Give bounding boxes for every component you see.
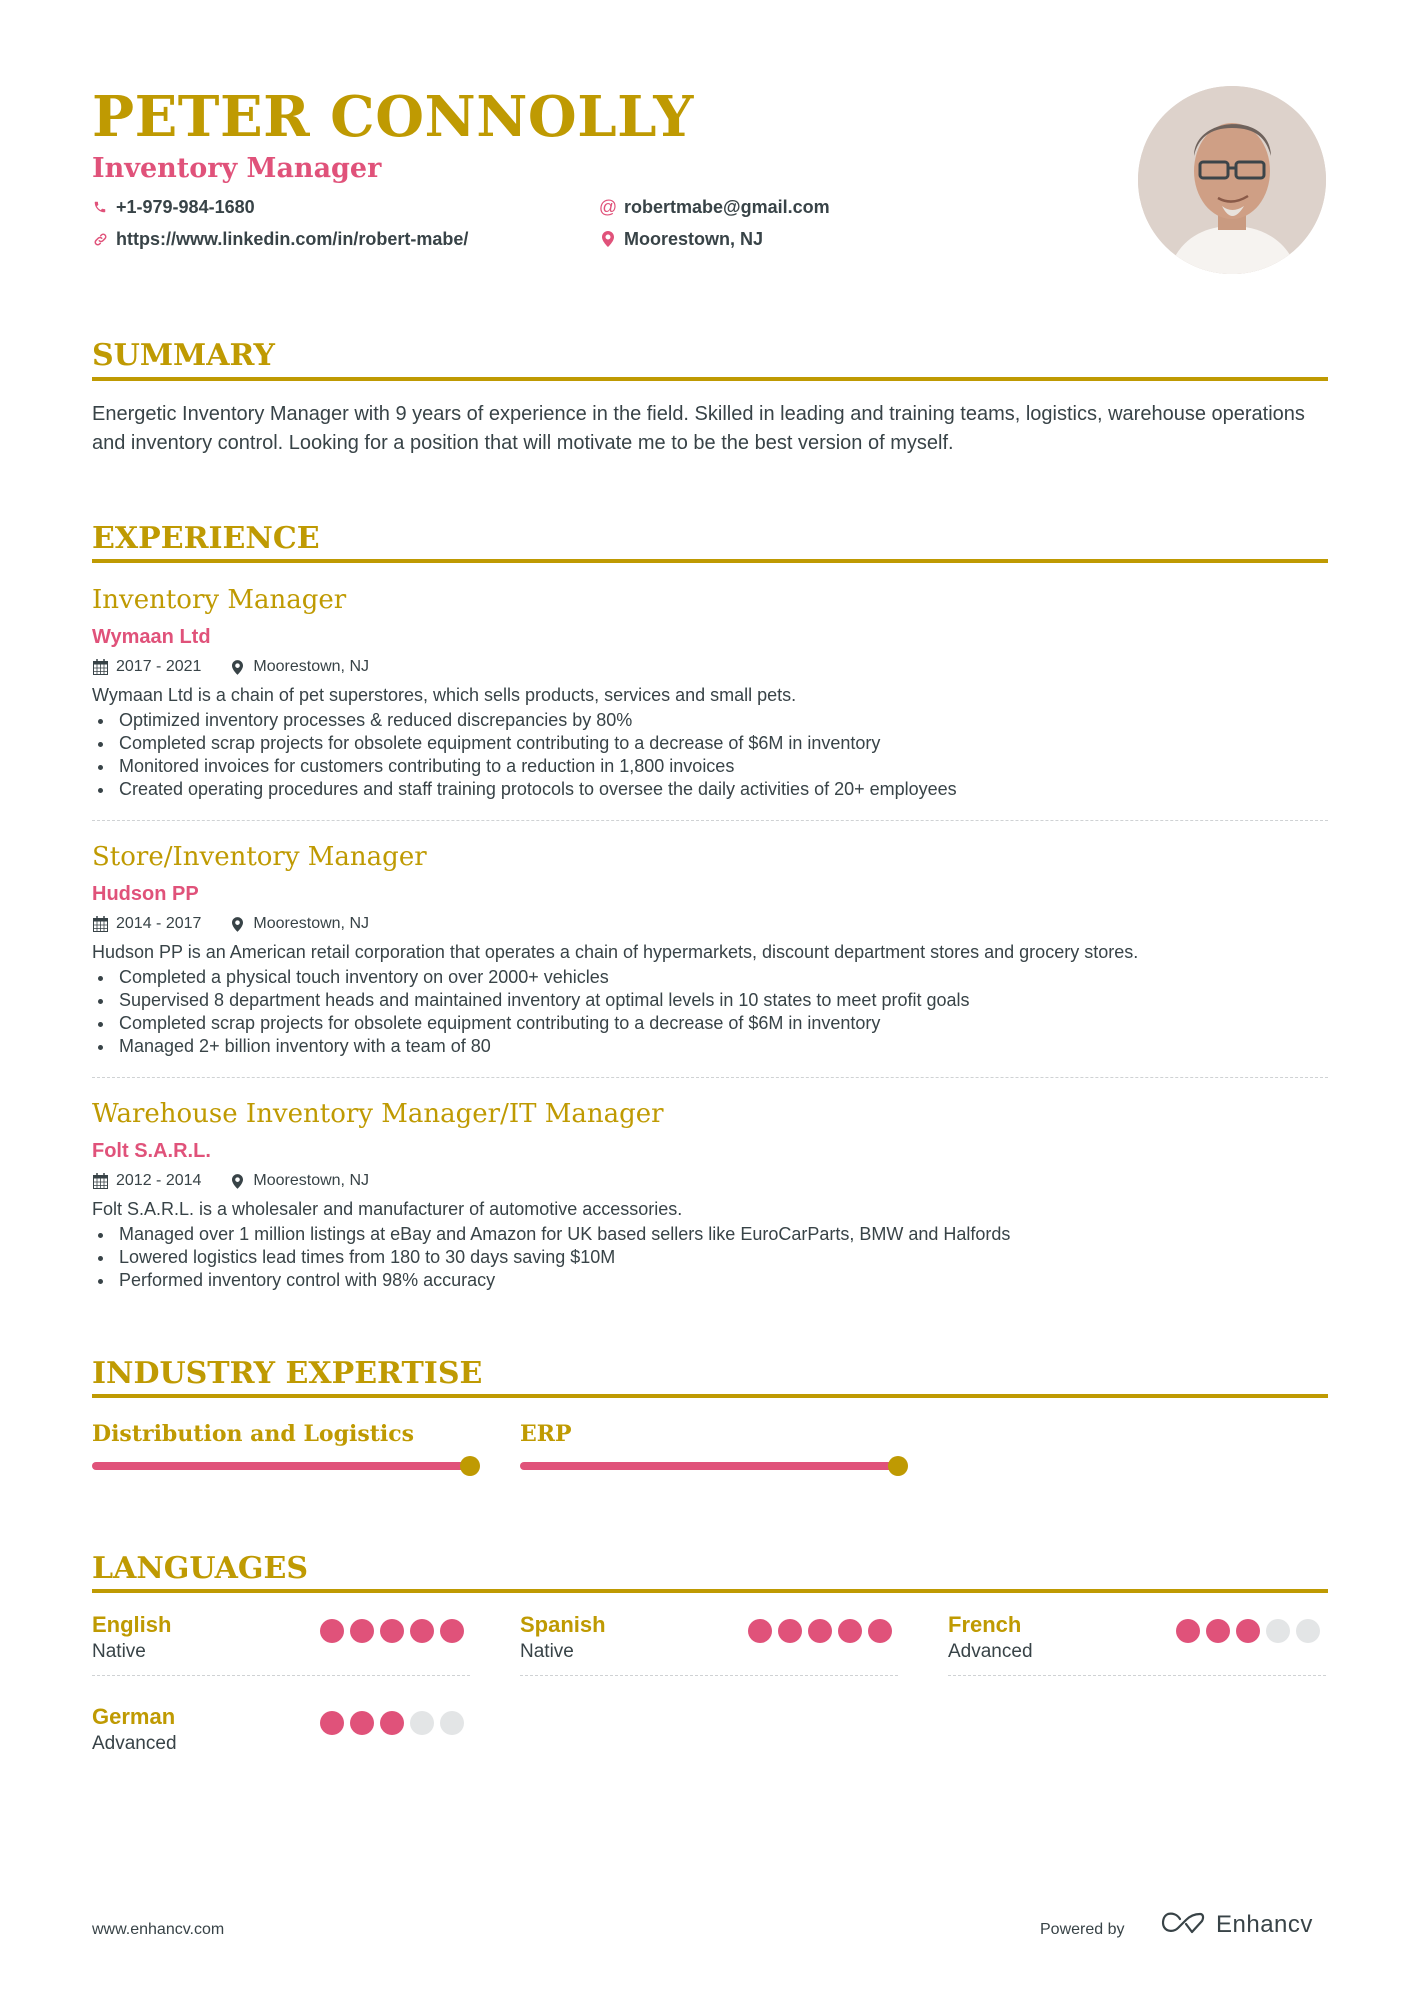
achievement-item: Supervised 8 department heads and maintained inventory at optimal levels in 10 states to meet profit goals <box>92 989 970 1012</box>
section-rule <box>92 1394 1328 1398</box>
summary-text: Energetic Inventory Manager with 9 years of experience in the field. Skilled in leading and training teams, logistics, warehouse operations and inventory control. Looking for a position that will motivate me to be the best version of myself. <box>92 403 1305 454</box>
section-title-summary: SUMMARY <box>92 338 275 373</box>
contact-phone[interactable] <box>92 195 255 219</box>
language-level: Native <box>92 1641 146 1662</box>
enhancv-logo[interactable] <box>1160 1910 1313 1940</box>
job-divider <box>92 1077 1328 1078</box>
rating-dot-filled <box>410 1619 434 1643</box>
rating-dot-filled <box>1236 1619 1260 1643</box>
section-rule <box>92 559 1328 563</box>
achievement-list <box>92 1223 1010 1292</box>
rating-dot-empty <box>410 1711 434 1735</box>
contact-linkedin[interactable] <box>92 227 468 251</box>
language-level: Advanced <box>92 1733 177 1754</box>
company-description: Wymaan Ltd is a chain of pet superstores, which sells products, services and small pets. <box>92 685 797 705</box>
rating-dot-filled <box>320 1711 344 1735</box>
candidate-name: PETER CONNOLLY <box>92 84 694 150</box>
expertise-label: Distribution and Logistics <box>92 1421 415 1447</box>
achievement-item: Managed over 1 million listings at eBay and Amazon for UK based sellers like EuroCarParts, BMW and Halfords <box>92 1223 1010 1246</box>
map-pin-icon <box>229 1172 245 1190</box>
achievement-item: Monitored invoices for customers contributing to a reduction in 1,800 invoices <box>92 755 957 778</box>
rating-dot-filled <box>440 1619 464 1643</box>
rating-dot-empty <box>1296 1619 1320 1643</box>
enhancv-logo-icon <box>1160 1911 1206 1940</box>
email-text: robertmabe@gmail.com <box>624 197 830 217</box>
achievement-item: Managed 2+ billion inventory with a team of 80 <box>92 1035 970 1058</box>
language-name: English <box>92 1612 172 1637</box>
calendar-icon <box>92 658 108 676</box>
expertise-label: ERP <box>520 1421 572 1447</box>
job-title: Store/Inventory Manager <box>92 842 427 872</box>
calendar-icon <box>92 915 108 933</box>
footer-powered-by: Powered by <box>1040 1921 1125 1938</box>
achievement-list <box>92 709 957 801</box>
rating-dot-filled <box>808 1619 832 1643</box>
achievement-item: Completed scrap projects for obsolete equipment contributing to a decrease of $6M in inventory <box>92 732 957 755</box>
job-title: Inventory Manager <box>92 585 347 615</box>
map-pin-icon <box>229 658 245 676</box>
language-rating <box>320 1711 464 1735</box>
expertise-bar-knob <box>460 1456 480 1476</box>
achievement-item: Lowered logistics lead times from 180 to 30 days saving $10M <box>92 1246 1010 1269</box>
language-name: Spanish <box>520 1612 606 1637</box>
link-icon <box>92 230 108 248</box>
enhancv-brand-text: Enhancv <box>1216 1911 1313 1938</box>
job-location: Moorestown, NJ <box>253 1172 369 1189</box>
job-meta <box>92 1170 369 1192</box>
phone-icon <box>92 198 108 216</box>
language-rating <box>748 1619 892 1643</box>
rating-dot-filled <box>1176 1619 1200 1643</box>
rating-dot-filled <box>350 1619 374 1643</box>
job-dates: 2012 - 2014 <box>116 1172 202 1189</box>
language-divider <box>948 1675 1326 1676</box>
phone-text: +1-979-984-1680 <box>116 197 255 217</box>
language-rating <box>1176 1619 1320 1643</box>
contact-email[interactable] <box>600 195 830 219</box>
expertise-bar <box>92 1462 470 1470</box>
section-rule <box>92 377 1328 381</box>
section-title-languages: LANGUAGES <box>92 1551 309 1586</box>
rating-dot-filled <box>1206 1619 1230 1643</box>
at-icon: @ <box>598 197 618 217</box>
linkedin-text: https://www.linkedin.com/in/robert-mabe/ <box>116 229 469 249</box>
rating-dot-filled <box>748 1619 772 1643</box>
candidate-role: Inventory Manager <box>92 153 382 184</box>
rating-dot-filled <box>838 1619 862 1643</box>
job-title: Warehouse Inventory Manager/IT Manager <box>92 1099 664 1129</box>
achievement-item: Optimized inventory processes & reduced discrepancies by 80% <box>92 709 957 732</box>
map-pin-icon <box>229 915 245 933</box>
section-rule <box>92 1589 1328 1593</box>
expertise-bar-knob <box>888 1456 908 1476</box>
achievement-item: Completed a physical touch inventory on over 2000+ vehicles <box>92 966 970 989</box>
rating-dot-empty <box>1266 1619 1290 1643</box>
achievement-list <box>92 966 970 1058</box>
rating-dot-empty <box>440 1711 464 1735</box>
achievement-item: Created operating procedures and staff training protocols to oversee the daily activities of 20+ employees <box>92 778 957 801</box>
company-description: Hudson PP is an American retail corporation that operates a chain of hypermarkets, discount department stores and grocery stores. <box>92 942 1139 962</box>
job-divider <box>92 820 1328 821</box>
company-name: Hudson PP <box>92 883 199 905</box>
company-name: Wymaan Ltd <box>92 626 211 648</box>
section-title-experience: EXPERIENCE <box>92 521 320 556</box>
language-level: Native <box>520 1641 574 1662</box>
language-rating <box>320 1619 464 1643</box>
achievement-item: Performed inventory control with 98% accuracy <box>92 1269 1010 1292</box>
achievement-item: Completed scrap projects for obsolete equipment contributing to a decrease of $6M in inventory <box>92 1012 970 1035</box>
expertise-bar <box>520 1462 898 1470</box>
job-dates: 2017 - 2021 <box>116 658 202 675</box>
language-divider <box>92 1675 470 1676</box>
job-location: Moorestown, NJ <box>253 915 369 932</box>
rating-dot-filled <box>320 1619 344 1643</box>
contact-location <box>600 227 763 251</box>
map-pin-icon <box>600 230 616 248</box>
job-meta <box>92 913 369 935</box>
language-name: German <box>92 1704 176 1729</box>
location-text: Moorestown, NJ <box>624 229 764 249</box>
rating-dot-filled <box>778 1619 802 1643</box>
job-location: Moorestown, NJ <box>253 658 369 675</box>
company-description: Folt S.A.R.L. is a wholesaler and manufacturer of automotive accessories. <box>92 1199 683 1219</box>
job-dates: 2014 - 2017 <box>116 915 202 932</box>
rating-dot-filled <box>380 1711 404 1735</box>
profile-photo <box>1138 86 1326 274</box>
footer-website-link[interactable]: www.enhancv.com <box>92 1921 225 1938</box>
rating-dot-filled <box>868 1619 892 1643</box>
language-name: French <box>948 1612 1022 1637</box>
company-name: Folt S.A.R.L. <box>92 1140 211 1162</box>
rating-dot-filled <box>350 1711 374 1735</box>
rating-dot-filled <box>380 1619 404 1643</box>
language-level: Advanced <box>948 1641 1033 1662</box>
section-title-expertise: INDUSTRY EXPERTISE <box>92 1356 483 1391</box>
language-divider <box>520 1675 898 1676</box>
calendar-icon <box>92 1172 108 1190</box>
job-meta <box>92 656 369 678</box>
